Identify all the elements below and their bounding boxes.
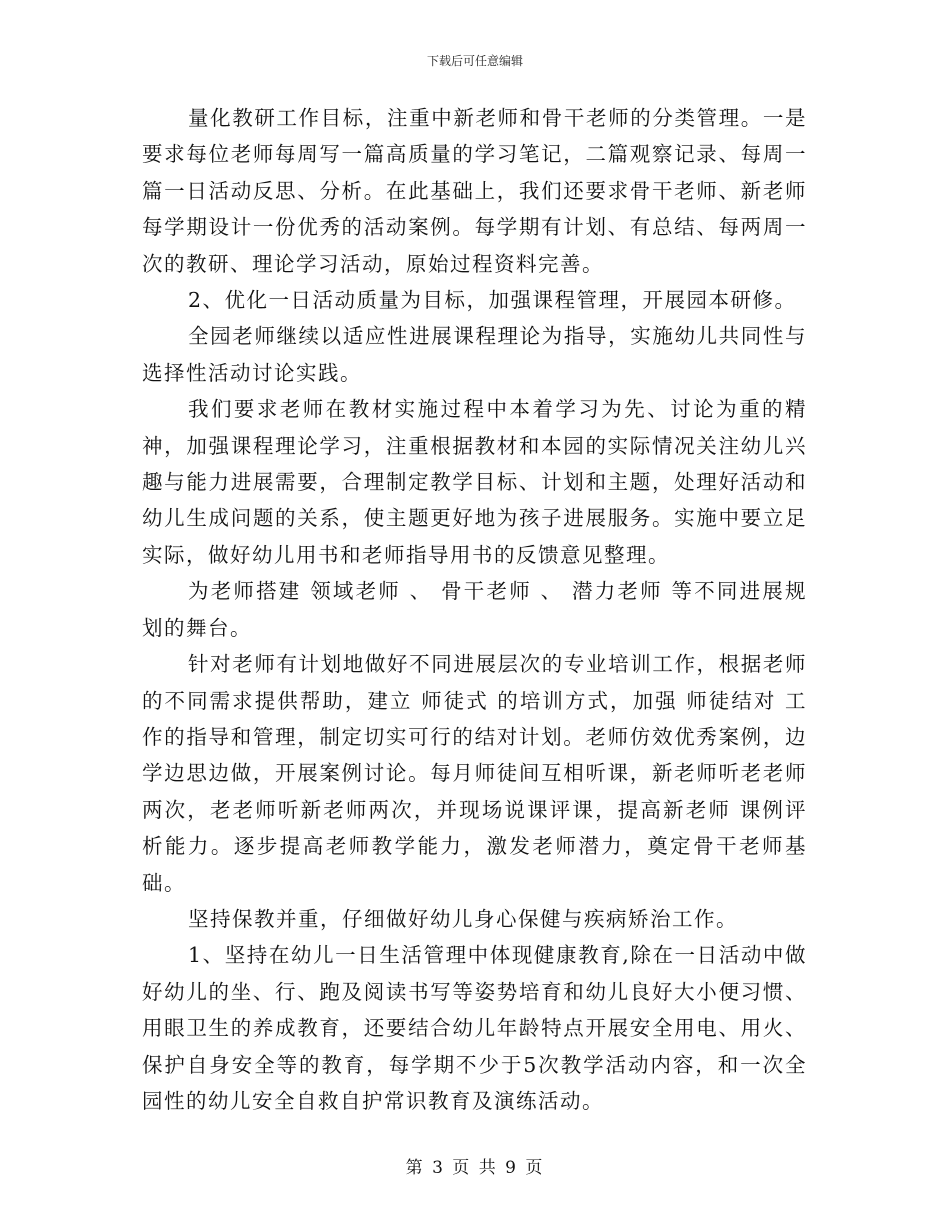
paragraph-4: 我们要求老师在教材实施过程中本着学习为先、讨论为重的精神，加强课程理论学习，注重根据教材和本园的实际情况关注幼儿兴趣与能力进展需要，合理制定教学目标、计划和主题，处理好活动和幼儿生成问题的关系，使主题更好地为孩子进展服务。实施中要立足实际，做好幼儿用书和老师指导用书的反馈意见整理。 [142, 397, 807, 567]
paragraph-7: 坚持保教并重，仔细做好幼儿身心保健与疾病矫治工作。 [188, 906, 738, 931]
page-header: 下载后可任意编辑 [426, 54, 523, 68]
document-body [142, 100, 807, 1119]
paragraph-1: 量化教研工作目标，注重中新老师和骨干老师的分类管理。一是要求每位老师每周写一篇高质量的学习笔记，二篇观察记录、每周一篇一日活动反思、分析。在此基础上，我们还要求骨干老师、新老师每学期设计一份优秀的活动案例。每学期有计划、有总结、每两周一次的教研、理论学习活动，原始过程资料完善。 [142, 106, 807, 276]
paragraph-2: 2、优化一日活动质量为目标，加强课程管理，开展园本研修。 [188, 288, 797, 313]
paragraph-6: 针对老师有计划地做好不同进展层次的专业培训工作，根据老师的不同需求提供帮助，建立 师徒式 的培训方式，加强 师徒结对 工作的指导和管理，制定切实可行的结对计划。老师仿效优秀案例，边学边思边做，开展案例讨论。每月师徒间互相听课，新老师听老老师两次，老老师听新老师两次，并现场说课评课，提高新老师 课例评析能力。逐步提高老师教学能力，激发老师潜力，奠定骨干老师基础。 [142, 652, 807, 895]
paragraph-3: 全园老师继续以适应性进展课程理论为指导，实施幼儿共同性与选择性活动讨论实践。 [142, 324, 807, 385]
paragraph-5: 为老师搭建 领域老师 、 骨干老师 、 潜力老师 等不同进展规划的舞台。 [142, 579, 807, 640]
page-footer: 第 3 页 共 9 页 [405, 1158, 545, 1178]
paragraph-8: 1、坚持在幼儿一日生活管理中体现健康教育,除在一日活动中做好幼儿的坐、行、跑及阅读书写等姿势培育和幼儿良好大小便习惯、用眼卫生的养成教育，还要结合幼儿年龄特点开展安全用电、用火、保护自身安全等的教育，每学期不少于5次教学活动内容，和一次全园性的幼儿安全自救自护常识教育及演练活动。 [142, 943, 807, 1113]
